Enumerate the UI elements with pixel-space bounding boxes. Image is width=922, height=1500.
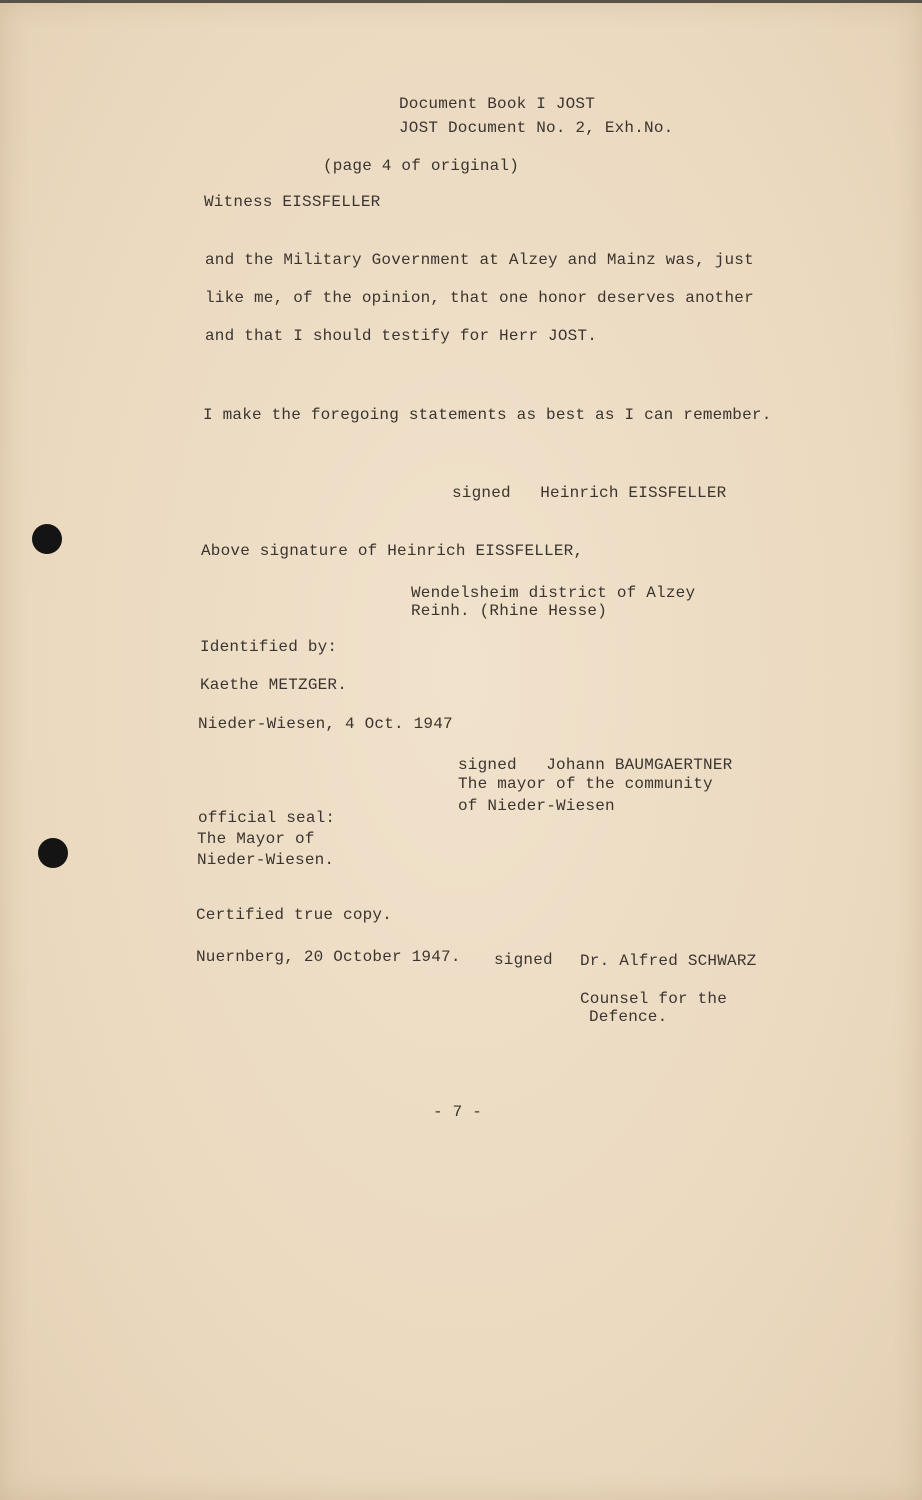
witness-heading: Witness EISSFELLER (204, 193, 381, 211)
page-reference: (page 4 of original) (323, 157, 520, 175)
identified-by-label: Identified by: (200, 638, 338, 656)
doc-number-line: JOST Document No. 2, Exh.No. (399, 119, 674, 137)
identifier-name: Kaethe METZGER. (200, 676, 348, 694)
page-top-edge (0, 0, 922, 3)
counsel-role-line-2: Defence. (589, 1008, 668, 1026)
body-line-2: like me, of the opinion, that one honor deserves another (205, 289, 754, 307)
witness-signature: signed Heinrich EISSFELLER (452, 484, 727, 502)
body-line-3: and that I should testify for Herr JOST. (205, 327, 598, 345)
certification-signer: Dr. Alfred SCHWARZ (580, 952, 757, 970)
certification-signed-label: signed (494, 951, 553, 969)
body-line-1: and the Military Government at Alzey and Mainz was, just (205, 251, 754, 269)
address-line-1: Wendelsheim district of Alzey (411, 584, 696, 602)
seal-line-3: Nieder-Wiesen. (197, 851, 335, 869)
statement-line: I make the foregoing statements as best as I can remember. (203, 406, 772, 424)
address-line-2: Reinh. (Rhine Hesse) (411, 602, 608, 620)
mayor-title-line: The mayor of the community (458, 775, 713, 793)
mayor-signature-line: signed Johann BAUMGAERTNER (458, 756, 733, 774)
page-number: - 7 - (433, 1103, 483, 1121)
counsel-role-line-1: Counsel for the (580, 990, 728, 1008)
seal-line-2: The Mayor of (197, 830, 315, 848)
certification-place-date: Nuernberg, 20 October 1947. (196, 948, 461, 966)
seal-line-1: official seal: (198, 809, 336, 827)
doc-book-line: Document Book I JOST (399, 95, 596, 113)
punch-hole-lower (38, 838, 68, 868)
certified-copy-line: Certified true copy. (196, 906, 393, 924)
punch-hole-upper (32, 524, 62, 554)
above-signature-line: Above signature of Heinrich EISSFELLER, (201, 542, 584, 560)
mayor-community-line: of Nieder-Wiesen (458, 797, 615, 815)
place-date-line: Nieder-Wiesen, 4 Oct. 1947 (198, 715, 453, 733)
